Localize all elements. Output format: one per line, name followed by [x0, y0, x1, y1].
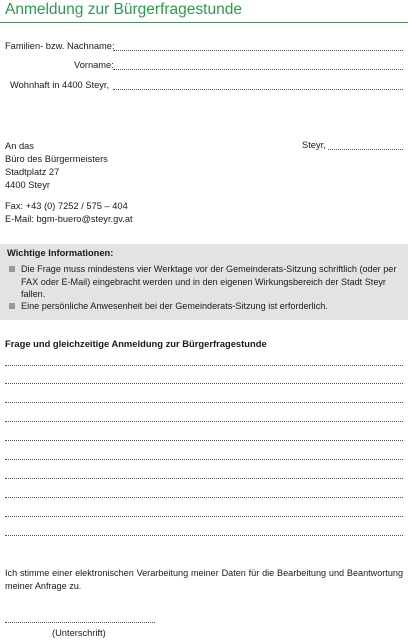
question-line[interactable]	[5, 535, 403, 536]
consent-text: Ich stimme einer elektronischen Verarbeitung meiner Daten für die Bearbeitung und Beantwortung meiner Anfrage zu.	[5, 568, 403, 591]
question-line[interactable]	[5, 402, 403, 403]
address-line: An das	[5, 141, 34, 151]
firstname-field[interactable]	[113, 69, 403, 70]
question-line[interactable]	[5, 365, 403, 366]
recipient-address	[5, 140, 108, 192]
question-line[interactable]	[5, 516, 403, 517]
firstname-label: Vorname:	[74, 60, 114, 70]
info-heading: Wichtige Informationen:	[7, 248, 114, 258]
question-heading: Frage und gleichzeitige Anmeldung zur Bürgerfragestunde	[5, 338, 267, 349]
lastname-label: Familien- bzw. Nachname:	[5, 41, 115, 51]
address-line: 4400 Steyr	[5, 180, 50, 190]
address-line: Stadtplatz 27	[5, 167, 60, 177]
fax-number: Fax: +43 (0) 7252 / 575 – 404	[5, 201, 128, 211]
info-box	[0, 244, 408, 320]
question-line[interactable]	[5, 478, 403, 479]
bullet-square-icon	[9, 303, 15, 309]
lastname-field[interactable]	[113, 50, 403, 51]
question-line[interactable]	[5, 421, 403, 422]
info-item: Die Frage muss mindestens vier Werktage vor der Gemeinderats-Sitzung schriftlich (oder per FAX oder E-Mail) eingebracht werden und in den eigenen Wirkungsbereich der Stadt Steyr fallen.	[21, 264, 397, 299]
question-line[interactable]	[5, 383, 403, 384]
email-address: E-Mail: bgm-buero@steyr.gv.at	[5, 214, 133, 224]
title-divider	[0, 22, 408, 23]
address-line: Büro des Bürgermeisters	[5, 154, 108, 164]
bullet-square-icon	[9, 266, 15, 272]
signature-field[interactable]	[5, 622, 155, 623]
signature-label: (Unterschrift)	[52, 628, 106, 638]
form-title: Anmeldung zur Bürgerfragestunde	[5, 1, 242, 18]
residence-field[interactable]	[113, 89, 403, 90]
place-label: Steyr,	[302, 140, 326, 150]
date-field[interactable]	[328, 149, 403, 150]
residence-label: Wohnhaft in 4400 Steyr,	[10, 80, 110, 90]
question-line[interactable]	[5, 459, 403, 460]
contact-info	[5, 200, 133, 226]
info-item: Eine persönliche Anwesenheit bei der Gemeinderats-Sitzung ist erforderlich.	[21, 301, 328, 311]
question-line[interactable]	[5, 440, 403, 441]
question-line[interactable]	[5, 497, 403, 498]
